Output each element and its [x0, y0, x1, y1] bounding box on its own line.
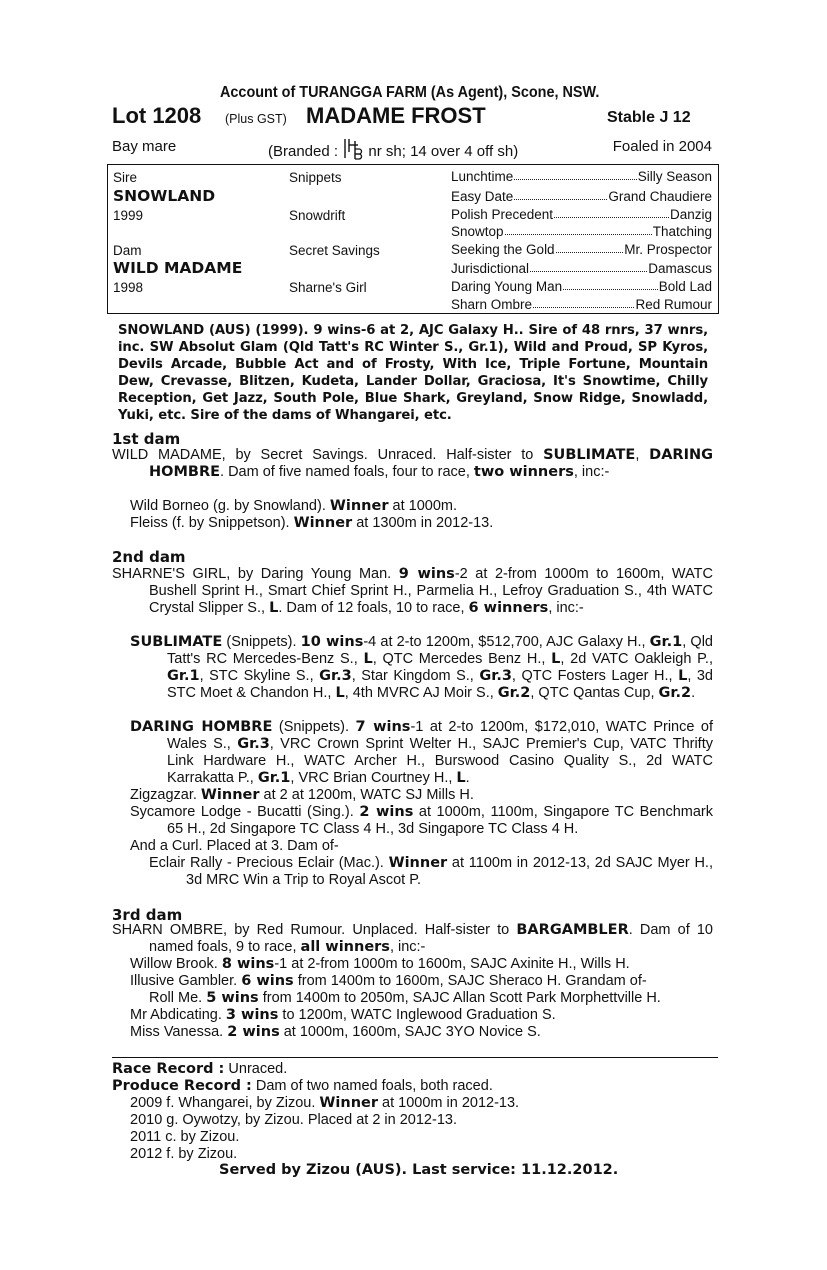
ancestor-name: Seeking the Gold [451, 242, 555, 257]
ancestor-row [451, 207, 712, 222]
service-note: Served by Zizou (AUS). Last service: 11.12.2012. [219, 1162, 619, 1178]
ancestor-row [451, 261, 712, 276]
stable-number: Stable J 12 [607, 109, 691, 126]
text-run: WILD MADAME, by Secret Savings. Unraced. Half-sister to [112, 447, 544, 463]
text-run: Illusive Gambler. [130, 973, 242, 989]
offspring-line [130, 515, 493, 532]
ancestor-sire: Danzig [669, 207, 712, 222]
wins-count: 8 wins [221, 956, 275, 972]
text-run: , inc:- [548, 600, 584, 616]
wins-count: 9 wins [398, 566, 455, 582]
produce-record-label: Produce Record : [112, 1078, 252, 1094]
horse-name: MADAME FROST [306, 103, 486, 128]
group-grade: Gr.1 [257, 770, 291, 786]
vendor-account: Account of TURANGGA FARM (As Agent), Scone, NSW. [220, 84, 600, 101]
sex-colour: Bay mare [112, 138, 177, 155]
produce-record [112, 1078, 493, 1095]
text-run: , Qld Tatt's RC Mercedes-Benz S., [167, 634, 713, 667]
ancestor-row [451, 297, 712, 312]
section-divider [112, 1057, 718, 1058]
wins-count: 7 wins [355, 719, 411, 735]
ancestor-name: Polish Precedent [451, 207, 554, 222]
foal-record [130, 1095, 519, 1112]
group-grade: Gr.2 [497, 685, 531, 701]
text-run: . Dam of five named foals, four to race, [220, 464, 474, 480]
text-run: at 1300m in 2012-13. [352, 515, 494, 531]
ancestor-sire: Mr. Prospector [624, 242, 712, 257]
first-dam-text [112, 447, 713, 481]
offspring-line [130, 498, 457, 515]
wins-count: 2 wins [227, 1024, 280, 1040]
text-run: Miss Vanessa. [130, 1024, 228, 1040]
text-run: , QTC Mercedes Benz H., [372, 651, 552, 667]
first-dam-heading: 1st dam [112, 430, 181, 448]
text-run: Eclair Rally - Precious Eclair (Mac.). [149, 855, 389, 871]
text-run: , inc:- [389, 939, 426, 955]
ancestor-row [451, 189, 712, 204]
text-run: , QTC Qantas Cup, [530, 685, 659, 701]
winner-label: Winner [293, 515, 353, 531]
text-run: SHARNE'S GIRL, by Daring Young Man. [112, 566, 399, 582]
ancestor-sire: Red Rumour [635, 297, 712, 312]
ancestor-row [451, 224, 712, 239]
text-run: 2009 f. Whangarei, by Zizou. [130, 1095, 320, 1111]
text-run: Zigzagzar. [130, 787, 201, 803]
sire-summary: SNOWLAND (AUS) (1999). 9 wins-6 at 2, AJC Galaxy H.. Sire of 48 rnrs, 37 wnrs, inc. SW Absolut Glam (Qld Tatt's RC Winter S., Gr.1), Wild and Proud, SP Kyros, Devils Arcade, Bubble Act and of Frosty, With Ice, Triple Fortune, Mountain Dew, Crevasse, Blitzen, Kudeta, Lander Dollar, Graciosa, It's Snowtime, Chilly Reception, Get Jazz, South Pole, Blue Shark, Greyland, Snow Ridge, Snowladd, Yuki, etc. Sire of the dams of Whangarei, etc. [118, 323, 708, 423]
group-grade: Gr.3 [319, 668, 352, 684]
ancestor-sire: Thatching [652, 224, 712, 239]
third-dam-text [112, 922, 713, 956]
dam-year: 1998 [113, 280, 144, 295]
dot-leader [563, 279, 658, 290]
winner-label: Winner [388, 855, 448, 871]
dam-label: Dam [113, 243, 142, 258]
sire-name: SNOWLAND [113, 187, 216, 205]
text-run: Fleiss (f. by Snippetson). [130, 515, 294, 531]
grandprogeny-line [149, 855, 713, 889]
text-run: , Star Kingdom S., [351, 668, 480, 684]
ancestor-row [451, 242, 712, 257]
text-run: to 1200m, WATC Inglewood Graduation S. [278, 1007, 556, 1023]
ancestor-name: Lunchtime [451, 169, 514, 184]
pedigree-sire-sire: Snippets [289, 170, 342, 185]
race-record [112, 1061, 287, 1078]
grandprogeny-line [149, 990, 661, 1007]
pedigree-dam-dam: Sharne's Girl [289, 280, 367, 295]
foal-record: 2012 f. by Zizou. [130, 1146, 238, 1162]
text-run: , VRC Brian Courtney H., [290, 770, 457, 786]
group-grade: Gr.3 [237, 736, 270, 752]
progeny-line [130, 787, 474, 804]
winner-label: Winner [329, 498, 389, 514]
ancestor-sire: Silly Season [637, 169, 712, 184]
wins-count: 6 wins [241, 973, 294, 989]
text-run: -4 at 2-to 1200m, $512,700, AJC Galaxy H., [363, 634, 650, 650]
text-run: , 3d STC Moet & Chandon H., [167, 668, 713, 701]
progeny-line [130, 956, 630, 973]
text-run: . [465, 770, 470, 786]
text-run: Mr Abdicating. [130, 1007, 226, 1023]
text-run: , inc:- [573, 464, 610, 480]
text-run: -2 at 2-from 1000m to 1600m, WATC Bushell Sprint H., Smart Chief Sprint H., Parmelia H., Lefroy Graduation S., 4th WATC Crystal Slipper S., [149, 566, 714, 616]
text-run: , VRC Crown Sprint Welter H., SAJC Premier's Cup, VATC Thrifty Link Hardware H., WATC Archer H., Burswood Casino Quality S., 2d WATC Karrakatta P., [167, 736, 713, 786]
listed-mark: L [456, 770, 466, 786]
brand-suffix: nr sh; 14 over 4 off sh) [368, 143, 519, 160]
ancestor-name: Daring Young Man [451, 279, 563, 294]
foal-record: 2010 g. Oywotzy, by Zizou. Placed at 2 in 2012-13. [130, 1112, 457, 1128]
text-run: , 4th MVRC AJ Moir S., [344, 685, 498, 701]
text-run: Roll Me. [149, 990, 207, 1006]
text-run: . Dam of 10 named foals, 9 to race, [149, 922, 713, 955]
group-grade: Gr.1 [167, 668, 200, 684]
text-run: , 2d VATC Oakleigh P., [560, 651, 713, 667]
dot-leader [530, 261, 647, 272]
plus-gst-note: (Plus GST) [225, 112, 287, 126]
progeny-name: SUBLIMATE [130, 634, 223, 650]
brand-prefix: (Branded : [268, 143, 339, 160]
foaled-year: Foaled in 2004 [612, 138, 712, 155]
group-grade: Gr.1 [649, 634, 683, 650]
relative-name: DARING HOMBRE [149, 447, 714, 480]
foal-record: 2011 c. by Zizou. [130, 1129, 240, 1145]
text-run: at 2 at 1200m, WATC SJ Mills H. [259, 787, 474, 803]
progeny-line [130, 1007, 556, 1024]
listed-mark: L [678, 668, 688, 684]
text-run: . [691, 685, 696, 701]
winners-count: 6 winners [468, 600, 549, 616]
dot-leader [554, 207, 669, 218]
winner-label: Winner [200, 787, 260, 803]
text-run: at 1000m, 1100m, Singapore TC Benchmark 65 H., 2d Singapore TC Class 4 H., 3d Singapore TC Class 4 H. [167, 804, 713, 837]
pedigree-sire-dam: Snowdrift [289, 208, 346, 223]
text-run: -1 at 2-to 1200m, $172,010, WATC Prince of Wales S., [167, 719, 714, 752]
progeny-line [130, 1024, 541, 1041]
pedigree-dam-sire: Secret Savings [289, 243, 380, 258]
text-run: at 1100m in 2012-13, 2d SAJC Myer H., 3d MRC Win a Trip to Royal Ascot P. [186, 855, 713, 888]
dot-leader [556, 242, 624, 253]
ancestor-name: Snowtop [451, 224, 504, 239]
progeny-line: And a Curl. Placed at 3. Dam of- [130, 838, 339, 854]
ancestor-sire: Bold Lad [658, 279, 712, 294]
ancestor-sire: Damascus [648, 261, 712, 276]
text-run: at 1000m in 2012-13. [378, 1095, 520, 1111]
text-run: at 1000m. [388, 498, 457, 514]
produce-record-value: Dam of two named foals, both raced. [251, 1078, 493, 1094]
progeny-daring-hombre [130, 719, 713, 787]
progeny-name: DARING HOMBRE [130, 719, 273, 735]
dam-name: WILD MADAME [113, 259, 243, 277]
text-run: Willow Brook. [130, 956, 222, 972]
text-run: -1 at 2-from 1000m to 1600m, SAJC Axinite H., Wills H. [274, 956, 630, 972]
dot-leader [533, 297, 634, 308]
text-run: (Snippets). [272, 719, 356, 735]
dot-leader [514, 169, 636, 180]
lot-number: Lot 1208 [112, 103, 202, 128]
text-run: , QTC Fosters Lager H., [511, 668, 679, 684]
dot-leader [505, 224, 652, 235]
group-grade: Gr.3 [479, 668, 512, 684]
progeny-sublimate [130, 634, 713, 702]
second-dam-text [112, 566, 713, 617]
progeny-line [130, 973, 647, 990]
text-run: , STC Skyline S., [199, 668, 320, 684]
dot-leader [514, 189, 607, 200]
listed-mark: L [269, 600, 279, 616]
text-run: , [635, 447, 640, 463]
text-run: (Snippets). [222, 634, 301, 650]
text-run: Sycamore Lodge - Bucatti (Sing.). [130, 804, 360, 820]
brand-description [268, 138, 518, 160]
text-run: SHARN OMBRE, by Red Rumour. Unplaced. Half-sister to [112, 922, 517, 938]
text-run: at 1000m, 1600m, SAJC 3YO Novice S. [279, 1024, 541, 1040]
wins-count: 3 wins [225, 1007, 279, 1023]
wins-count: 5 wins [206, 990, 259, 1006]
listed-mark: L [363, 651, 373, 667]
listed-mark: L [335, 685, 345, 701]
winners-count: all winners [300, 939, 390, 955]
ancestor-sire: Grand Chaudiere [608, 189, 712, 204]
ancestor-name: Easy Date [451, 189, 514, 204]
relative-name: SUBLIMATE [543, 447, 636, 463]
relative-name: BARGAMBLER [516, 922, 629, 938]
text-run: from 1400m to 2050m, SAJC Allan Scott Park Morphettville H. [258, 990, 661, 1006]
text-run: . Dam of 12 foals, 10 to race, [278, 600, 469, 616]
sire-year: 1999 [113, 208, 144, 223]
wins-count: 2 wins [359, 804, 414, 820]
group-grade: Gr.2 [658, 685, 692, 701]
second-dam-heading: 2nd dam [112, 548, 186, 566]
sire-label: Sire [113, 170, 138, 185]
ancestor-row [451, 169, 712, 184]
winners-count: two winners [473, 464, 574, 480]
race-record-value: Unraced. [224, 1061, 288, 1077]
ancestor-name: Sharn Ombre [451, 297, 533, 312]
listed-mark: L [551, 651, 561, 667]
ancestor-row [451, 279, 712, 294]
text-run: Wild Borneo (g. by Snowland). [130, 498, 330, 514]
text-run: from 1400m to 1600m, SAJC Sheraco H. Grandam of- [293, 973, 647, 989]
brand-mark-icon [342, 138, 364, 160]
ancestor-name: Jurisdictional [451, 261, 530, 276]
progeny-line [130, 804, 713, 838]
third-dam-heading: 3rd dam [112, 906, 183, 924]
race-record-label: Race Record : [112, 1061, 225, 1077]
wins-count: 10 wins [300, 634, 364, 650]
winner-label: Winner [319, 1095, 379, 1111]
